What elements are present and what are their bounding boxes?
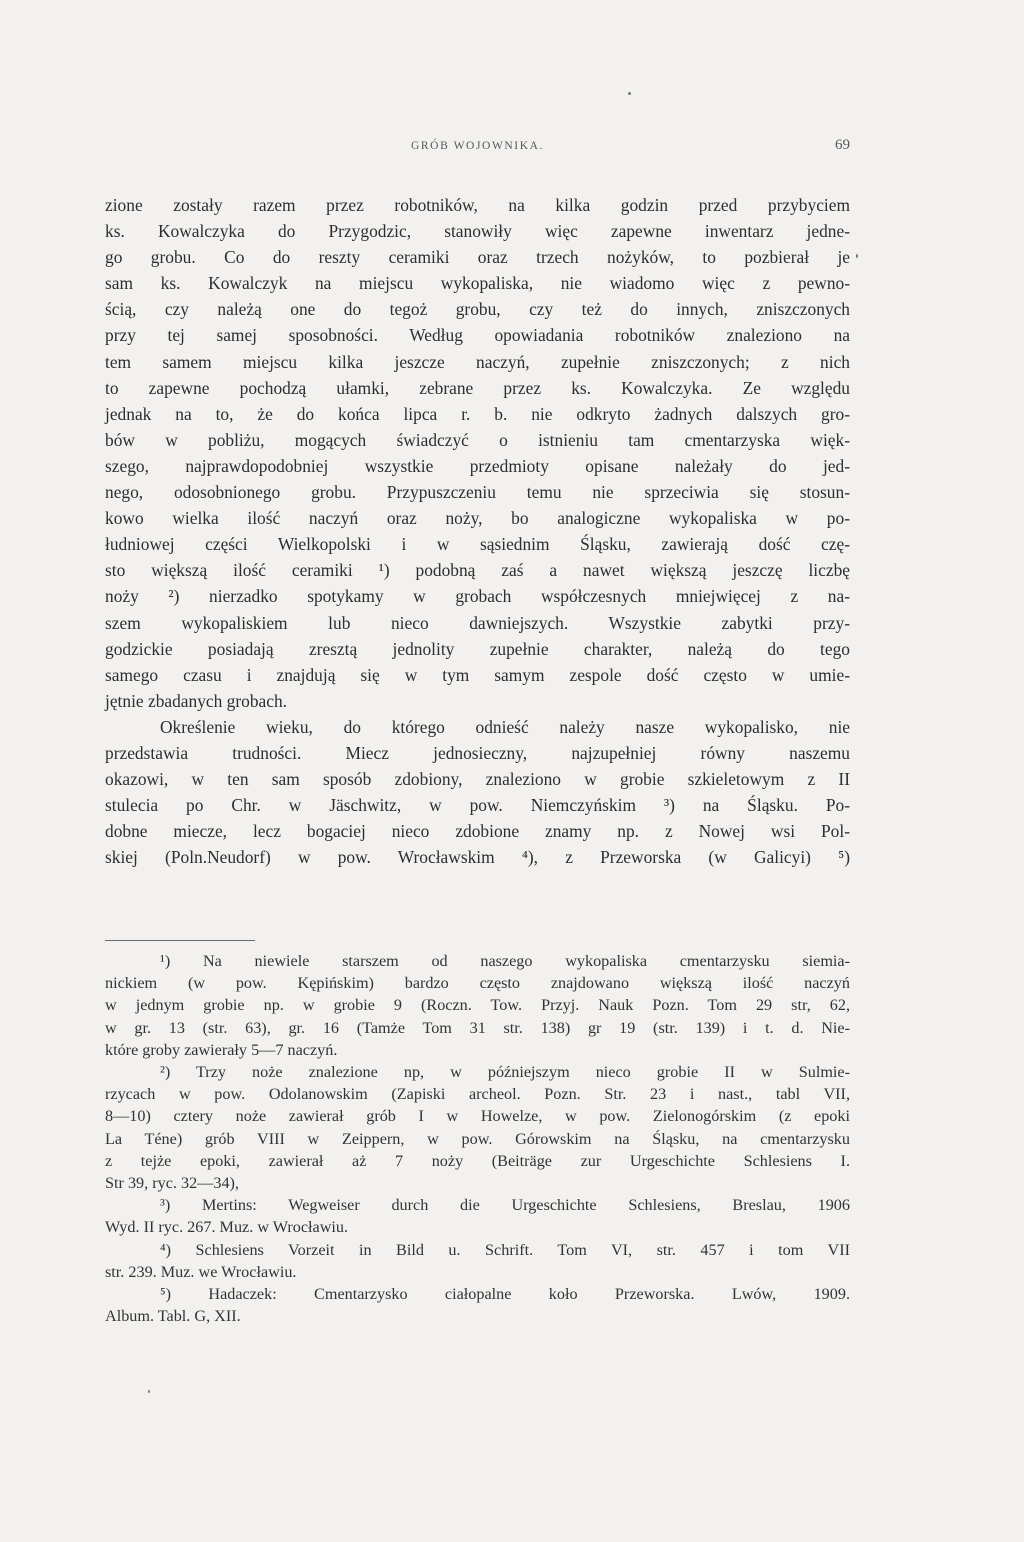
paper-speck	[628, 92, 631, 95]
footnote-line: ²) Trzy noże znalezione np, w późniejszym nieco grobie II w Sulmie-	[160, 1063, 850, 1082]
footnote-line: ³) Mertins: Wegweiser durch die Urgeschichte Schlesiens, Breslau, 1906	[160, 1196, 850, 1215]
page-number: 69	[835, 137, 850, 153]
footnote-line: ⁵) Hadaczek: Cmentarzysko ciałopalne koło Przeworska. Lwów, 1909.	[160, 1285, 850, 1304]
footnote-line: Wyd. II ryc. 267. Muz. w Wrocławiu.	[105, 1218, 349, 1237]
footnote-line: ⁴) Schlesiens Vorzeit in Bild u. Schrift. Tom VI, str. 457 i tom VII	[160, 1240, 850, 1259]
text-line: szem wykopaliskiem lub nieco dawniejszych. Wszystkie zabytki przy-	[105, 612, 850, 633]
text-line: stulecia po Chr. w Jäschwitz, w pow. Niemczyńskim ³) na Śląsku. Po-	[105, 795, 850, 816]
footnote-line: rzycach w pow. Odolanowskim (Zapiski archeol. Pozn. Str. 23 i nast., tabl VII,	[105, 1085, 850, 1104]
text-line: nego, odosobnionego grobu. Przypuszczeniu temu nie sprzeciwia się stosun-	[105, 482, 850, 503]
running-title: GRÓB WOJOWNIKA.	[410, 140, 545, 152]
footnote-line: Str 39, ryc. 32—34),	[105, 1174, 239, 1193]
text-line: Określenie wieku, do którego odnieść należy nasze wykopalisko, nie	[160, 716, 850, 737]
footnote-line: 8—10) cztery noże zawierał grób I w Howelze, w pow. Zielonogórskim (z epoki	[105, 1107, 850, 1126]
footnote-line: w gr. 13 (str. 63), gr. 16 (Tamże Tom 31 str. 138) gr 19 (str. 139) i t. d. Nie-	[105, 1018, 850, 1037]
footnote-line: ¹) Na niewiele starszem od naszego wykopaliska cmentarzysku siemia-	[160, 952, 850, 970]
text-line: go grobu. Co do reszty ceramiki oraz trzech nożyków, to pozbierał je	[105, 247, 850, 268]
text-line: zione zostały razem przez robotników, na kilka godzin przed przybyciem	[105, 195, 850, 215]
text-line: godzickie posiadają zresztą jednolity zupełnie charakter, należą do tego	[105, 638, 850, 659]
text-line: noży ²) nierzadko spotykamy w grobach współczesnych mniejwięcej z na-	[105, 586, 850, 607]
footnote-separator	[105, 940, 255, 941]
footnote-line: Album. Tabl. G, XII.	[105, 1307, 241, 1326]
text-line: to zapewne pochodzą ułamki, zebrane przez ks. Kowalczyka. Ze względu	[105, 377, 850, 398]
footnote-line: La Téne) grób VIII w Zeippern, w pow. Górowskim na Śląsku, na cmentarzysku	[105, 1129, 850, 1148]
text-line: okazowi, w ten sam sposób zdobiony, znaleziono w grobie szkieletowym z II	[105, 769, 850, 790]
footnote-line: w jednym grobie np. w grobie 9 (Roczn. Tow. Przyj. Nauk Pozn. Tom 29 str, 62,	[105, 996, 850, 1015]
paper-speck	[856, 254, 858, 258]
main-text	[105, 192, 850, 870]
text-line: przy tej samej sposobności. Według opowiadania robotników znaleziono na	[105, 325, 850, 346]
text-line: ścią, czy należą one do tegoż grobu, czy też do innych, zniszczonych	[105, 299, 850, 320]
text-line: sto większą ilość ceramiki ¹) podobną zaś a nawet większą jeszczę liczbę	[105, 560, 850, 581]
footnote-line: które groby zawierały 5—7 naczyń.	[105, 1040, 338, 1059]
text-line: sam ks. Kowalczyk na miejscu wykopaliska, nie wiadomo więc z pewno-	[105, 273, 850, 294]
text-line: jednak na to, że do końca lipca r. b. nie odkryto żadnych dalszych gro-	[105, 403, 850, 424]
text-line: przedstawia trudności. Miecz jednosieczny, najzupełniej równy naszemu	[105, 742, 850, 763]
text-line: kowo wielka ilość naczyń oraz noży, bo analogiczne wykopaliska w po-	[105, 508, 850, 529]
text-line: dobne miecze, lecz bogaciej nieco zdobione znamy np. z Nowej wsi Pol-	[105, 821, 850, 842]
text-line: bów w pobliżu, mogących świadczyć o istnieniu tam cmentarzyska więk-	[105, 429, 850, 450]
paper-speck	[148, 1390, 150, 1393]
footnote-line: z tejże epoki, zawierał aż 7 noży (Beiträge zur Urgeschichte Schlesiens I.	[105, 1151, 850, 1170]
footnote-line: nickiem (w pow. Kępińskim) bardzo często znajdowano większą ilość naczyń	[105, 974, 850, 993]
text-line: skiej (Poln.Neudorf) w pow. Wrocławskim ⁴), z Przeworska (w Galicyi) ⁵)	[105, 847, 850, 868]
text-line: szego, najprawdopodobniej wszystkie przedmioty opisane należały do jed-	[105, 455, 850, 476]
text-line: łudniowej części Wielkopolski i w sąsiednim Śląsku, zawierają dość czę-	[105, 534, 850, 555]
text-line: samego czasu i znajdują się w tym samym zespole dość często w umie-	[105, 664, 850, 685]
footnote-line: str. 239. Muz. we Wrocławiu.	[105, 1262, 297, 1281]
footnotes	[105, 950, 850, 1327]
text-line: tem samem miejscu kilka jeszcze naczyń, zupełnie zniszczonych; z nich	[105, 351, 850, 372]
text-line: jętnie zbadanych grobach.	[105, 690, 288, 711]
text-line: ks. Kowalczyka do Przygodzic, stanowiły więc zapewne inwentarz jedne-	[105, 221, 850, 242]
page-header	[105, 136, 850, 160]
